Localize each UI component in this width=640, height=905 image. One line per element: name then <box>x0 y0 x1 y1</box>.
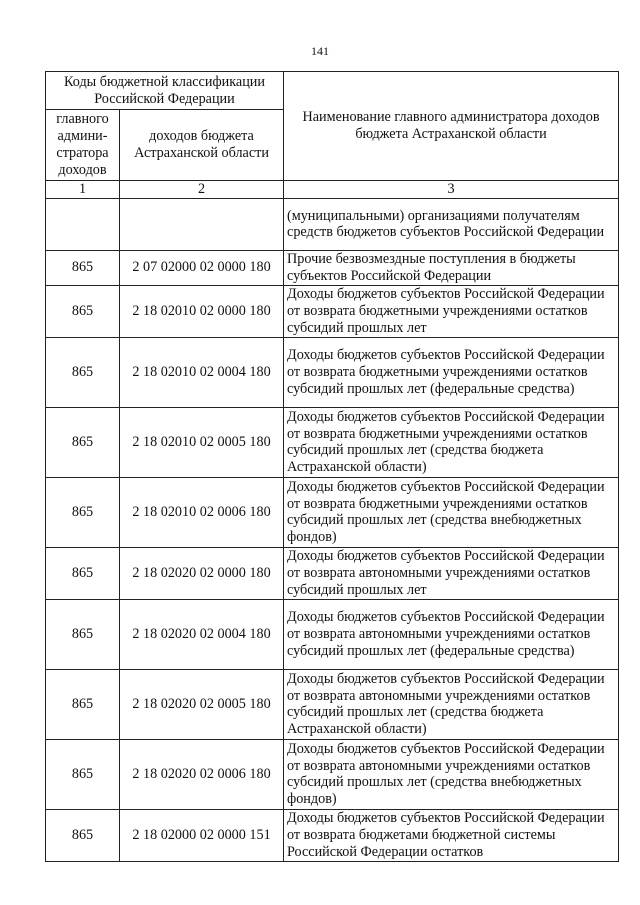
table-row <box>46 669 619 739</box>
table-row <box>46 337 619 407</box>
admin-code-cell: 865 <box>46 599 120 669</box>
revenue-code-cell: 2 18 02010 02 0006 180 <box>120 477 284 547</box>
revenue-name-cell: Прочие безвозмездные поступления в бюджеты субъектов Российской Федерации <box>284 250 619 285</box>
budget-codes-table <box>45 71 619 862</box>
col-number-3: 3 <box>284 181 619 199</box>
revenue-name-cell: Доходы бюджетов субъектов Российской Федерации от возврата бюджетными учреждениями остатков субсидий прошлых лет (средства бюджета Астраханской области) <box>284 407 619 477</box>
table-row <box>46 599 619 669</box>
table-row <box>46 250 619 285</box>
revenue-name-cell: Доходы бюджетов субъектов Российской Федерации от возврата автономными учреждениями остатков субсидий прошлых лет (федеральные средства) <box>284 599 619 669</box>
revenue-code-cell: 2 18 02010 02 0005 180 <box>120 407 284 477</box>
revenue-code-cell <box>120 198 284 250</box>
header-col1: главного админи-стратора доходов <box>46 110 120 181</box>
revenue-name-cell: (муниципальными) организациями получателям средств бюджетов субъектов Российской Федерации <box>284 198 619 250</box>
revenue-name-cell: Доходы бюджетов субъектов Российской Федерации от возврата автономными учреждениями остатков субсидий прошлых лет <box>284 547 619 599</box>
revenue-code-cell: 2 18 02010 02 0004 180 <box>120 337 284 407</box>
table-row <box>46 477 619 547</box>
admin-code-cell: 865 <box>46 285 120 337</box>
admin-code-cell: 865 <box>46 669 120 739</box>
revenue-code-cell: 2 18 02020 02 0006 180 <box>120 739 284 809</box>
revenue-code-cell: 2 07 02000 02 0000 180 <box>120 250 284 285</box>
table-row <box>46 739 619 809</box>
page-number: 141 <box>311 44 329 58</box>
revenue-name-cell: Доходы бюджетов субъектов Российской Федерации от возврата автономными учреждениями остатков субсидий прошлых лет (средства внебюджетных фондов) <box>284 739 619 809</box>
admin-code-cell: 865 <box>46 547 120 599</box>
admin-code-cell: 865 <box>46 739 120 809</box>
header-row <box>46 72 619 110</box>
revenue-name-cell: Доходы бюджетов субъектов Российской Федерации от возврата автономными учреждениями остатков субсидий прошлых лет (средства бюджета Астраханской области) <box>284 669 619 739</box>
col-number-1: 1 <box>46 181 120 199</box>
admin-code-cell: 865 <box>46 250 120 285</box>
table-body <box>46 72 619 862</box>
revenue-name-cell: Доходы бюджетов субъектов Российской Федерации от возврата бюджетными учреждениями остатков субсидий прошлых лет (федеральные средства) <box>284 337 619 407</box>
table-row <box>46 547 619 599</box>
header-col2: доходов бюджета Астраханской области <box>120 110 284 181</box>
revenue-name-cell: Доходы бюджетов субъектов Российской Федерации от возврата бюджетами бюджетной системы Российской Федерации остатков <box>284 809 619 861</box>
admin-code-cell: 865 <box>46 407 120 477</box>
revenue-name-cell: Доходы бюджетов субъектов Российской Федерации от возврата бюджетными учреждениями остатков субсидий прошлых лет <box>284 285 619 337</box>
admin-code-cell: 865 <box>46 337 120 407</box>
admin-code-cell <box>46 198 120 250</box>
header-col3: Наименование главного администратора доходов бюджета Астраханской области <box>284 72 619 181</box>
table-row <box>46 198 619 250</box>
revenue-code-cell: 2 18 02020 02 0004 180 <box>120 599 284 669</box>
admin-code-cell: 865 <box>46 477 120 547</box>
revenue-code-cell: 2 18 02000 02 0000 151 <box>120 809 284 861</box>
column-number-row <box>46 181 619 199</box>
revenue-code-cell: 2 18 02020 02 0000 180 <box>120 547 284 599</box>
header-group-title: Коды бюджетной классификации Российской Федерации <box>46 72 284 110</box>
table-row <box>46 285 619 337</box>
table-row <box>46 809 619 861</box>
revenue-code-cell: 2 18 02010 02 0000 180 <box>120 285 284 337</box>
col-number-2: 2 <box>120 181 284 199</box>
revenue-name-cell: Доходы бюджетов субъектов Российской Федерации от возврата бюджетными учреждениями остатков субсидий прошлых лет (средства внебюджетных фондов) <box>284 477 619 547</box>
revenue-code-cell: 2 18 02020 02 0005 180 <box>120 669 284 739</box>
table-row <box>46 407 619 477</box>
admin-code-cell: 865 <box>46 809 120 861</box>
